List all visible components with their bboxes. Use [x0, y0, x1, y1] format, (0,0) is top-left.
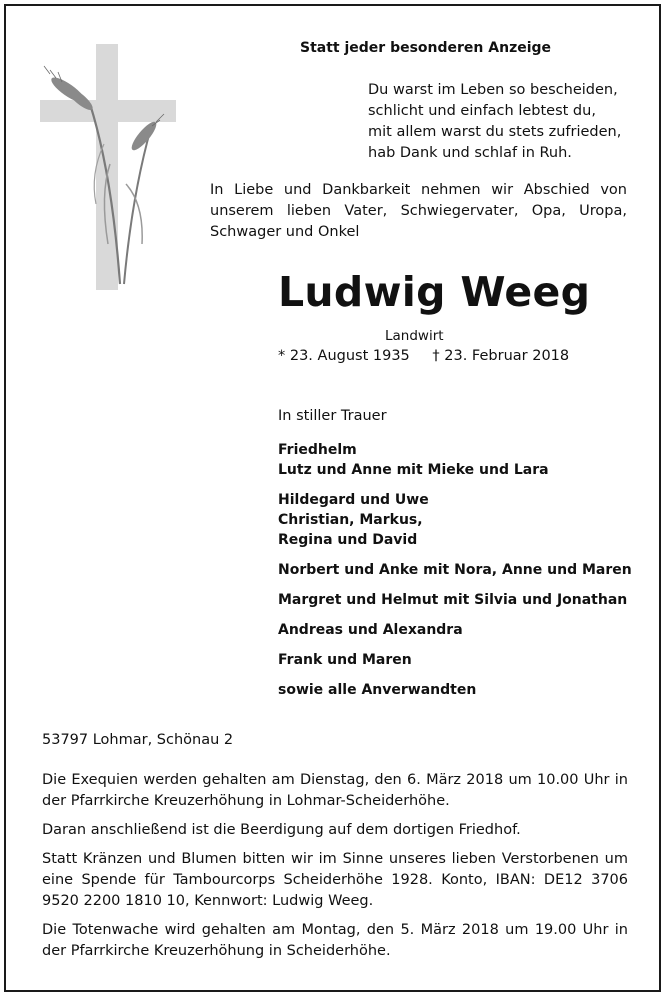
family-group	[278, 590, 632, 610]
family-group	[278, 620, 632, 640]
family-group	[278, 490, 632, 550]
family-line: Hildegard und Uwe	[278, 492, 429, 508]
family-line: Andreas und Alexandra	[278, 622, 463, 638]
family-line: Norbert und Anke mit Nora, Anne und Maren	[278, 562, 632, 578]
family-group	[278, 440, 632, 480]
intro-text: In Liebe und Dankbarkeit nehmen wir Abschied von unserem lieben Vater, Schwiegervater, Opa, Uropa, Schwager und Onkel	[210, 182, 627, 240]
poem-line: schlicht und einfach lebtest du,	[368, 103, 596, 119]
family-line: Regina und David	[278, 532, 418, 548]
death-date: † 23. Februar 2018	[432, 348, 570, 364]
address: 53797 Lohmar, Schönau 2	[42, 732, 234, 748]
family-line: Frank und Maren	[278, 652, 412, 668]
notice-paragraph: Die Exequien werden gehalten am Dienstag, den 6. März 2018 um 10.00 Uhr in der Pfarrkirche Kreuzerhöhung in Lohmar-Scheiderhöhe.	[42, 772, 628, 809]
notice-paragraph: Statt Kränzen und Blumen bitten wir im Sinne unseres lieben Verstorbenen um eine Spende für Tambourcorps Scheiderhöhe 1928. Konto, IBAN: DE12 3706 9520 2200 1810 10, Kennwort: Ludwig Weeg.	[42, 851, 628, 909]
mourning-label: In stiller Trauer	[278, 408, 387, 424]
notices	[42, 770, 628, 970]
family-group	[278, 680, 632, 700]
life-dates	[278, 348, 569, 364]
notice-paragraph: Daran anschließend ist die Beerdigung auf dem dortigen Friedhof.	[42, 822, 521, 838]
birth-date: * 23. August 1935	[278, 348, 410, 364]
poem-line: Du warst im Leben so bescheiden,	[368, 82, 618, 98]
cross-with-wheat-icon	[40, 44, 180, 294]
deceased-name: Ludwig Weeg	[278, 268, 591, 316]
family-group	[278, 560, 632, 580]
notice-paragraph: Die Totenwache wird gehalten am Montag, den 5. März 2018 um 19.00 Uhr in der Pfarrkirche Kreuzerhöhung in Scheiderhöhe.	[42, 922, 628, 959]
family-group	[278, 650, 632, 670]
occupation: Landwirt	[385, 328, 444, 344]
poem-line: mit allem warst du stets zufrieden,	[368, 124, 622, 140]
family-list	[278, 440, 632, 710]
family-line: sowie alle Anverwandten	[278, 682, 477, 698]
family-line: Christian, Markus,	[278, 512, 423, 528]
poem	[368, 80, 621, 164]
family-line: Lutz und Anne mit Mieke und Lara	[278, 462, 549, 478]
family-line: Friedhelm	[278, 442, 357, 458]
family-line: Margret und Helmut mit Silvia und Jonathan	[278, 592, 628, 608]
announcement-header: Statt jeder besonderen Anzeige	[300, 40, 552, 56]
poem-line: hab Dank und schlaf in Ruh.	[368, 145, 572, 161]
